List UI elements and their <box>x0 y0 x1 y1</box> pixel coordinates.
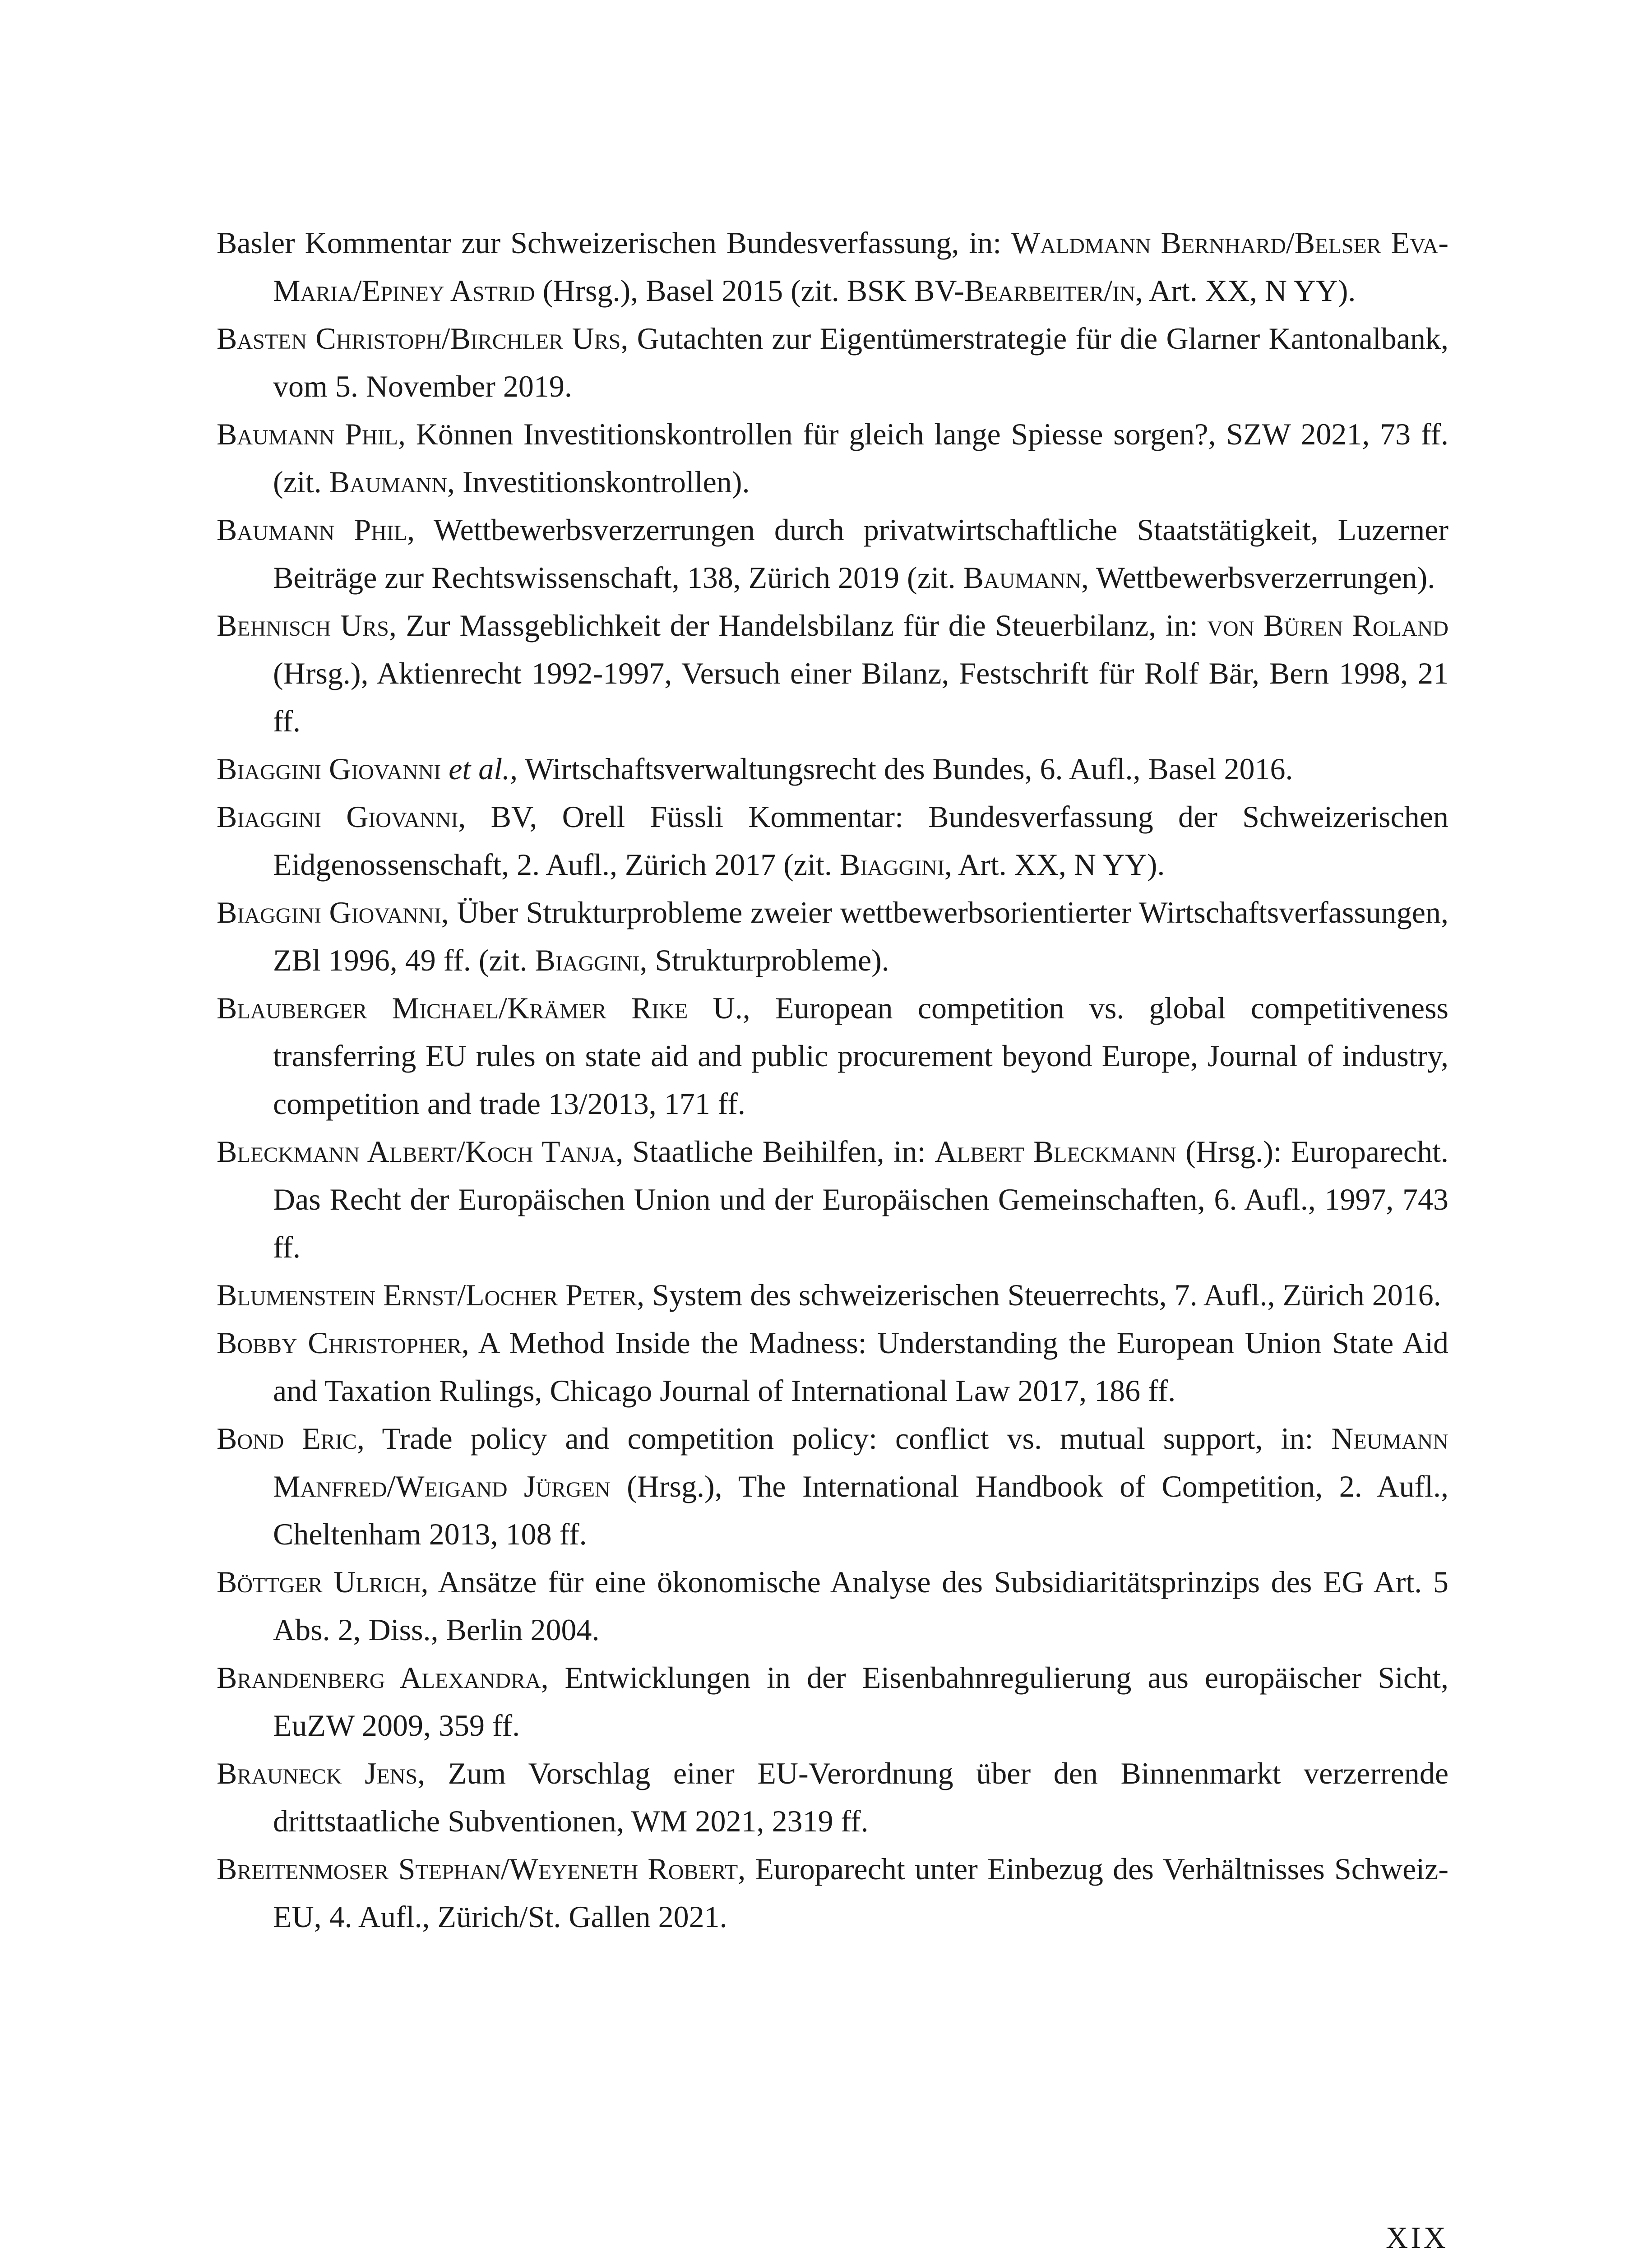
bibliography-entry <box>217 1319 1448 1415</box>
author-name: Albert Bleckmann <box>935 1134 1177 1169</box>
author-name: Neumann Manfred/Weigand Jürgen <box>273 1421 1448 1503</box>
entry-text: , Wirtschaftsverwaltungsrecht des Bundes, 6. Aufl., Basel 2016. <box>510 752 1293 786</box>
author-name: Baumann <box>963 560 1081 595</box>
bibliography-entry <box>217 219 1448 314</box>
author-name: Baumann <box>329 465 447 499</box>
entry-text: (Hrsg.), Aktienrecht 1992-1997, Versuch einer Bilanz, Festschrift für Rolf Bär, Bern 1998, 21 ff. <box>273 656 1448 738</box>
author-name: Basten Christoph/Birchler Urs <box>217 321 621 356</box>
entry-text: , A Method Inside the Madness: Understanding the European Union State Aid and Taxation Rulings, Chicago Journal of International Law 2017, 186 ff. <box>273 1326 1448 1408</box>
entry-text: , System des schweizerischen Steuerrechts, 7. Aufl., Zürich 2016. <box>637 1278 1441 1312</box>
entry-text: (Hrsg.): Europarecht. Das Recht der Europäischen Union und der Europäischen Gemeinschaften, 6. Aufl., 1997, 743 ff. <box>273 1134 1448 1264</box>
bibliography-entry <box>217 314 1448 410</box>
entry-text: , Staatliche Beihilfen, in: <box>615 1134 935 1169</box>
entry-text: (Hrsg.), The International Handbook of Competition, 2. Aufl., Cheltenham 2013, 108 ff. <box>273 1469 1448 1551</box>
entry-text: , Gutachten zur Eigentümerstrategie für die Glarner Kantonalbank, vom 5. November 2019. <box>273 321 1448 403</box>
author-name: von Büren Roland <box>1207 608 1449 643</box>
entry-text: , Trade policy and competition policy: conflict vs. mutual support, in: <box>356 1421 1332 1456</box>
bibliography-entry <box>217 745 1448 793</box>
author-name: Behnisch Urs <box>217 608 389 643</box>
bibliography-entry <box>217 1845 1448 1941</box>
bibliography-entry <box>217 888 1448 984</box>
entry-text: , European competition vs. global competitiveness transferring EU rules on state aid and public procurement beyond Europe, Journal of industry, competition and trade 13/2013, 171 ff. <box>273 991 1448 1121</box>
bibliography-entry <box>217 1128 1448 1271</box>
author-name: Biaggini <box>839 847 944 882</box>
author-name: Biaggini Giovanni <box>217 895 441 929</box>
entry-text: (Hrsg.), Basel 2015 (zit. BSK BV- <box>535 273 964 308</box>
author-name: Bleckmann Albert/Koch Tanja <box>217 1134 616 1169</box>
author-name: Brauneck Jens <box>217 1756 418 1790</box>
author-name: Bond Eric <box>217 1421 357 1456</box>
entry-text: , Art. XX, N YY). <box>1135 273 1356 308</box>
page-number: XIX <box>1386 2220 1448 2255</box>
entry-text: , Wettbewerbsverzerrungen). <box>1081 560 1435 595</box>
entry-text: , Wettbewerbsverzerrungen durch privatwirtschaftliche Staatstätigkeit, Luzerner Beiträge zur Rechtswissenschaft, 138, Zürich 2019 (zit. <box>273 513 1448 595</box>
author-name: Baumann Phil <box>217 513 407 547</box>
entry-text: , Zur Massgeblichkeit der Handelsbilanz für die Steuerbilanz, in: <box>389 608 1208 643</box>
bibliography-list <box>217 219 1448 1941</box>
author-name: Böttger Ulrich <box>217 1565 421 1599</box>
bibliography-entry <box>217 1271 1448 1319</box>
author-name: Breitenmoser Stephan/Weyeneth Robert <box>217 1852 738 1886</box>
author-name: Blumenstein Ernst/Locher Peter <box>217 1278 637 1312</box>
entry-text: , Ansätze für eine ökonomische Analyse des Subsidiaritätsprinzips des EG Art. 5 Abs. 2, Diss., Berlin 2004. <box>273 1565 1448 1647</box>
bibliography-entry <box>217 1415 1448 1558</box>
bibliography-entry <box>217 984 1448 1128</box>
entry-text: , Art. XX, N YY). <box>944 847 1165 882</box>
entry-text: , Europarecht unter Einbezug des Verhältnisses Schweiz-EU, 4. Aufl., Zürich/St. Gallen 2021. <box>273 1852 1448 1934</box>
entry-text: , Investitionskontrollen). <box>447 465 750 499</box>
author-name: Biaggini Giovanni <box>217 800 458 834</box>
author-name: Baumann Phil <box>217 417 398 451</box>
entry-text: , Können Investitionskontrollen für gleich lange Spiesse sorgen?, SZW 2021, 73 ff. (zit. <box>273 417 1448 499</box>
entry-text: , Über Strukturprobleme zweier wettbewerbsorientierter Wirtschaftsverfassungen, ZBl 1996, 49 ff. (zit. <box>273 895 1448 977</box>
entry-text: , Entwicklungen in der Eisenbahnregulierung aus europäischer Sicht, EuZW 2009, 359 ff. <box>273 1660 1448 1743</box>
entry-text: , BV, Orell Füssli Kommentar: Bundesverfassung der Schweizerischen Eidgenossenschaft, 2. Aufl., Zürich 2017 (zit. <box>273 800 1448 882</box>
italic-text: et al. <box>449 752 510 786</box>
bibliography-entry <box>217 601 1448 745</box>
entry-text: Basler Kommentar zur Schweizerischen Bundesverfassung, in: <box>217 226 1012 260</box>
bibliography-entry <box>217 410 1448 506</box>
author-name: Brandenberg Alexandra <box>217 1660 541 1695</box>
bibliography-entry <box>217 1558 1448 1654</box>
author-name: Bearbeiter/in <box>964 273 1135 308</box>
author-name: Biaggini <box>535 943 640 977</box>
entry-text: , Strukturprobleme). <box>639 943 889 977</box>
bibliography-entry <box>217 506 1448 601</box>
bibliography-entry <box>217 1654 1448 1749</box>
bibliography-entry <box>217 793 1448 888</box>
author-name: Bobby Christopher <box>217 1326 462 1360</box>
author-name: Blauberger Michael/Krämer Rike U. <box>217 991 743 1025</box>
author-name: Waldmann Bernhard/Belser Eva-Maria/Epiney Astrid <box>273 226 1449 308</box>
author-name: Biaggini Giovanni <box>217 752 441 786</box>
entry-text: , Zum Vorschlag einer EU-Verordnung über den Binnenmarkt verzerrende drittstaatliche Subventionen, WM 2021, 2319 ff. <box>273 1756 1448 1838</box>
entry-text <box>441 752 449 786</box>
bibliography-entry <box>217 1749 1448 1845</box>
